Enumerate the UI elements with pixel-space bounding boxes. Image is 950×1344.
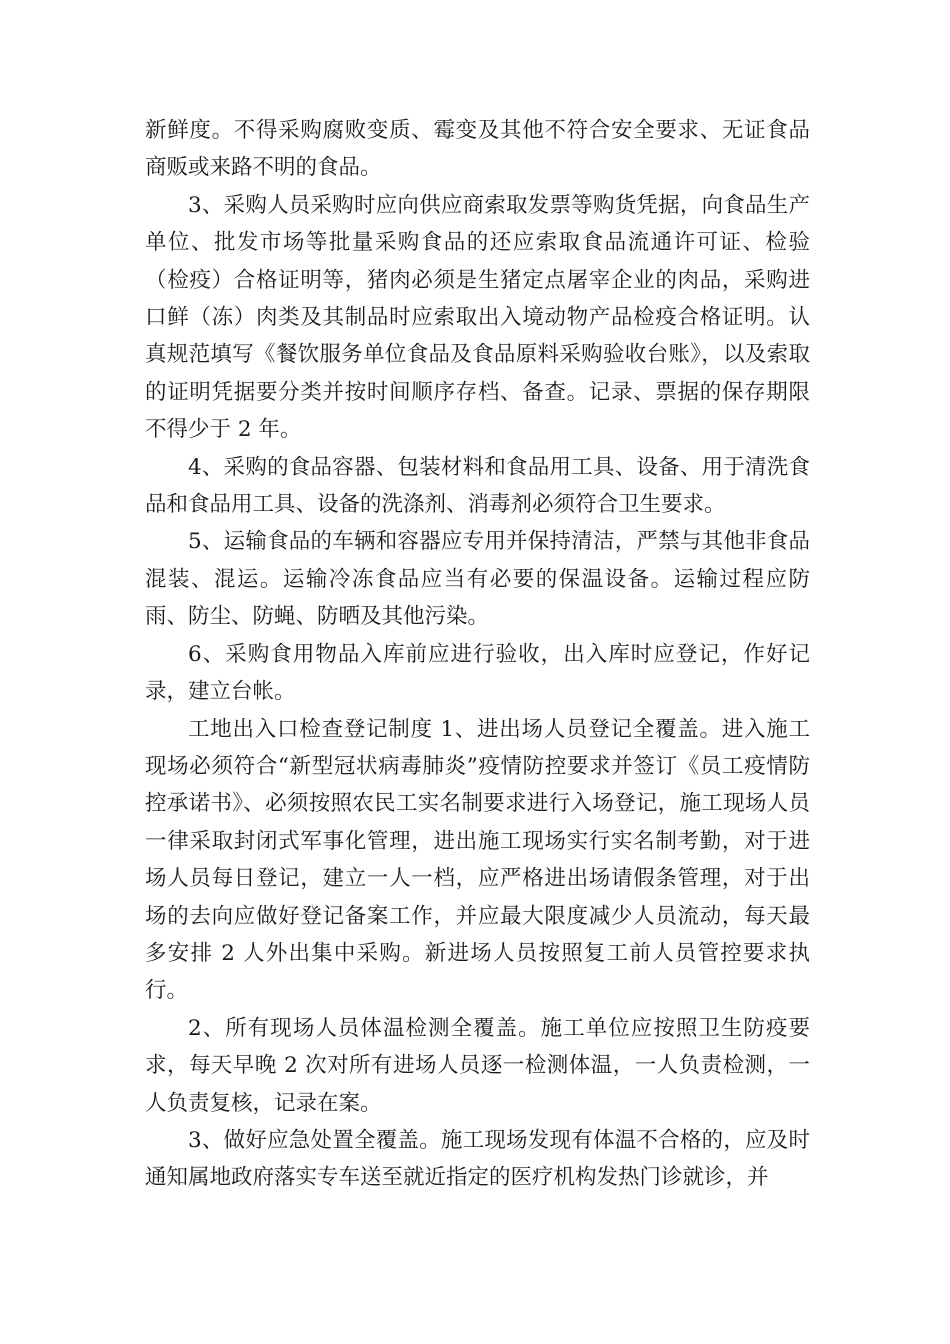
paragraph-purchase-vouchers: 3、采购人员采购时应向供应商索取发票等购货凭据，向食品生产单位、批发市场等批量采购食品的还应索取食品流通许可证、检验（检疫）合格证明等，猪肉必须是生猪定点屠宰企业的肉品，采购进口鲜（冻）肉类及其制品时应索取出入境动物产品检疫合格证明。认真规范填写《餐饮服务单位食品及食品原料采购验收台账》，以及索取的证明凭据要分类并按时间顺序存档、备查。记录、票据的保存期限不得少于 2 年。: [145, 192, 810, 443]
paragraph-emergency-handling: 3、做好应急处置全覆盖。施工现场发现有体温不合格的，应及时通知属地政府落实专车送至就近指定的医疗机构发热门诊就诊，并: [145, 1127, 810, 1191]
paragraph-continued: 新鲜度。不得采购腐败变质、霉变及其他不符合安全要求、无证食品商贩或来路不明的食品。: [145, 118, 810, 181]
paragraph-temperature-check: 2、所有现场人员体温检测全覆盖。施工单位应按照卫生防疫要求，每天早晚 2 次对所有进场人员逐一检测体温，一人负责检测，一人负责复核，记录在案。: [145, 1015, 810, 1116]
document-body: [145, 112, 810, 1197]
paragraph-containers-materials: 4、采购的食品容器、包装材料和食品用工具、设备、用于清洗食品和食品用工具、设备的洗涤剂、消毒剂必须符合卫生要求。: [145, 454, 810, 518]
paragraph-site-entry-registration: 工地出入口检查登记制度 1、进出场人员登记全覆盖。进入施工现场必须符合“新型冠状病毒肺炎”疫情防控要求并签订《员工疫情防控承诺书》、必须按照农民工实名制要求进行入场登记，施工现场人员一律采取封闭式军事化管理，进出施工现场实行实名制考勤，对于进场人员每日登记，建立一人一档，应严格进出场请假条管理，对于出场的去向应做好登记备案工作，并应最大限度减少人员流动，每天最多安排 2 人外出集中采购。新进场人员按照复工前人员管控要求执行。: [145, 716, 810, 1004]
paragraph-warehouse-inspection: 6、采购食用物品入库前应进行验收，出入库时应登记，作好记录，建立台帐。: [145, 641, 810, 705]
paragraph-transport: 5、运输食品的车辆和容器应专用并保持清洁，严禁与其他非食品混装、混运。运输冷冻食品应当有必要的保温设备。运输过程应防雨、防尘、防蝇、防晒及其他污染。: [145, 529, 810, 630]
